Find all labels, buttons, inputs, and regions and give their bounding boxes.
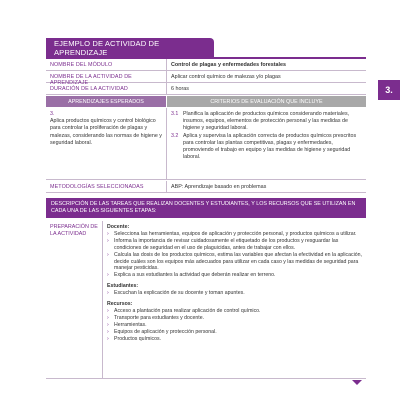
list-item-text: Explica a sus estudiantes la actividad que deberán realizar en terreno. <box>114 272 276 279</box>
info-label: DURACIÓN DE LA ACTIVIDAD <box>50 86 128 92</box>
criteria-list <box>166 108 366 179</box>
continue-arrow-icon <box>352 380 362 385</box>
criterion-number: 3.2 <box>171 133 179 140</box>
bullet-arrow-icon: › <box>107 230 109 237</box>
list-item-text: Escuchan la explicación de su docente y toman apuntes. <box>114 290 245 297</box>
list-item <box>107 329 362 336</box>
list-item-text: Equipos de aplicación y protección personal. <box>114 328 217 335</box>
stage-content <box>102 221 366 378</box>
list-item-text: Calcula las dosis de los productos químicos, estima las variables que afectan la efectividad en la aplicación, decide cuáles son los equipos más adecuados para utilizar en cada caso y las medidas de seguridad para manejar pesticidas. <box>114 251 362 272</box>
list-item <box>107 252 362 273</box>
info-value: Control de plagas y enfermedades forestales <box>166 59 366 70</box>
bullet-arrow-icon: › <box>107 335 109 342</box>
learning-header: APRENDIZAJES ESPERADOS <box>46 96 166 107</box>
criterion-item <box>171 111 362 131</box>
bullet-arrow-icon: › <box>107 314 109 321</box>
info-row-activity <box>46 71 366 86</box>
activity-preparation <box>46 221 366 378</box>
learning-criteria-row <box>46 108 366 180</box>
criteria-header: CRITERIOS DE EVALUACIÓN QUE INCLUYE <box>167 96 366 107</box>
methodology-value: ABP: Aprendizaje basado en problemas <box>166 181 366 192</box>
list-item <box>107 238 362 252</box>
criterion-number: 3.1 <box>171 111 179 117</box>
bullet-arrow-icon: › <box>107 321 109 328</box>
estudiantes-title: Estudiantes: <box>107 283 139 290</box>
bottom-divider <box>46 378 366 379</box>
list-item-text: Selecciona las herramientas, equipos de aplicación y protección personal, y productos químicos a utilizar. <box>114 230 357 237</box>
bullet-arrow-icon: › <box>107 272 109 279</box>
docente-title: Docente: <box>107 224 130 230</box>
learning-text: Aplica productos químicos y control biológico para controlar la proliferación de plagas y malezas, considerando las normas de higiene y seguridad laboral. <box>50 118 162 146</box>
criteria-header-row <box>46 96 366 107</box>
list-item <box>107 336 362 343</box>
list-item-text: Informa la importancia de revisar cuidadosamente el etiquetado de los productos y resguardar las condiciones de seguridad en el uso de plaguicidas, antes de trabajar con ellos. <box>114 237 339 251</box>
learning-outcome <box>46 108 166 179</box>
description-header: DESCRIPCIÓN DE LAS TAREAS QUE REALIZAN DOCENTES Y ESTUDIANTES, Y LOS RECURSOS QUE SE UTILIZAN EN CADA UNA DE LAS SIGUIENTES ETAPAS: <box>46 198 366 218</box>
methodology-row <box>46 181 366 193</box>
bullet-arrow-icon: › <box>107 307 109 314</box>
learning-number: 3. <box>50 111 55 117</box>
bullet-arrow-icon: › <box>107 328 109 335</box>
list-item <box>107 315 362 322</box>
sheet-title: EJEMPLO DE ACTIVIDAD DE APRENDIZAJE <box>46 38 214 57</box>
list-item-text: Acceso a plantación para realizar aplicación de control químico. <box>114 307 261 314</box>
bullet-arrow-icon: › <box>107 251 109 258</box>
info-value: Aplicar control químico de malezas y/o plagas <box>166 71 366 82</box>
bullet-arrow-icon: › <box>107 237 109 244</box>
list-item <box>107 308 362 315</box>
activity-sheet <box>46 38 366 384</box>
list-item <box>107 272 362 279</box>
list-item <box>107 290 362 297</box>
list-item <box>107 231 362 238</box>
chapter-tab: 3. <box>378 80 400 100</box>
info-value: 6 horas <box>166 83 366 94</box>
list-item-text: Productos químicos. <box>114 335 161 342</box>
info-row-duration <box>46 83 366 95</box>
info-row-module <box>46 59 366 71</box>
list-item-text: Transporte para estudiantes y docente. <box>114 314 205 321</box>
criterion-item <box>171 133 362 160</box>
list-item <box>107 322 362 329</box>
info-label: NOMBRE DE LA ACTIVIDAD DE APRENDIZAJE <box>50 74 132 86</box>
info-label: NOMBRE DEL MÓDULO <box>50 62 113 68</box>
methodology-label: METODOLOGÍAS SELECCIONADAS <box>50 184 144 190</box>
recursos-title: Recursos: <box>107 301 133 308</box>
bullet-arrow-icon: › <box>107 290 109 297</box>
criterion-text: Aplica y supervisa la aplicación correcta de productos químicos prescritos para controlar las plantas competitivas, plagas y enfermedades, promoviendo el trabajo en equipo y las medidas de higiene y seguridad laboral. <box>183 133 357 160</box>
list-item-text: Herramientas. <box>114 321 147 328</box>
criterion-text: Planifica la aplicación de productos químicos considerando materiales, insumos, equipos, elementos de protección personal y las medidas de higiene y seguridad laboral. <box>183 111 350 131</box>
stage-label: PREPARACIÓN DE LA ACTIVIDAD <box>50 224 98 237</box>
